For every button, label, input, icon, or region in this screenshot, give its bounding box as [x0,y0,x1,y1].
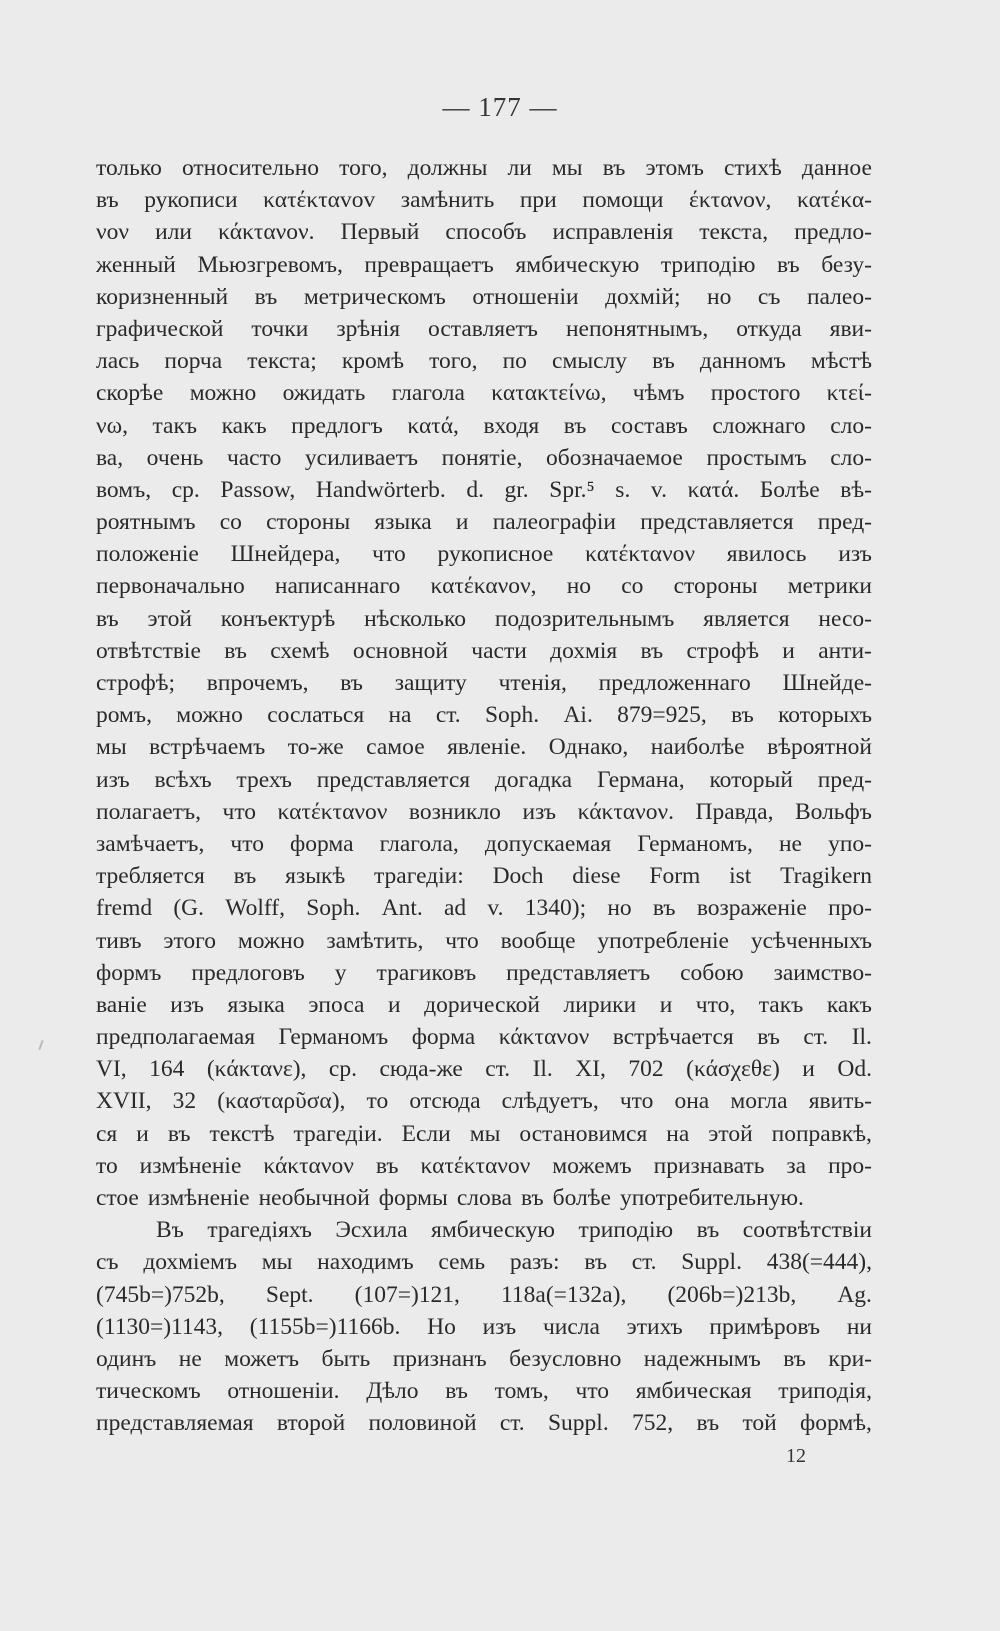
printer-signature-mark: 12 [786,1445,806,1467]
text-line: νω, такъ какъ предлогъ κατά, входя въ составъ сложнаго сло- [96,412,872,439]
text-line: отвѣтствіе въ схемѣ основной части дохмія въ строфѣ и анти- [96,637,872,664]
text-line: то измѣненіе κάκτανον въ κατέκτανον можемъ признавать за про- [96,1152,872,1179]
text-line: ва, очень часто усиливаетъ понятіе, обозначаемое простымъ сло- [96,444,872,471]
text-line: Въ трагедіяхъ Эсхила ямбическую триподію въ соотвѣтствіи [156,1217,872,1244]
text-line: положеніе Шнейдера, что рукописное κατέκτανον явилось изъ [96,541,872,568]
text-line: предполагаемая Германомъ форма κάκτανον встрѣчается въ ст. Il. [96,1024,872,1051]
text-line: ваніе изъ языка эпоса и дорической лирики и что, такъ какъ [96,991,872,1018]
text-line: графической точки зрѣнія оставляетъ непонятнымъ, откуда яви- [96,315,872,342]
text-line: тическомъ отношеніи. Дѣло въ томъ, что ямбическая триподія, [96,1378,872,1405]
text-line: требляется въ языкѣ трагедіи: Doch diese Form ist Tragikern [96,863,872,890]
text-line: женный Мьюзгревомъ, превращаетъ ямбическую триподію въ безу- [96,251,872,278]
text-line: VI, 164 (κάκτανε), ср. сюда-же ст. Il. XI, 702 (κάσχεθε) и Od. [96,1056,872,1083]
page-number: — 177 — [442,92,558,122]
text-line: представляемая второй половиной ст. Suppl. 752, въ той формѣ, [96,1410,872,1437]
text-line: (745b=)752b, Sept. (107=)121, 118a(=132a), (206b=)213b, Ag. [96,1281,872,1308]
text-line: скорѣе можно ожидать глагола κατακτείνω, чѣмъ простого κτεί- [96,380,872,407]
text-line: одинъ не можетъ быть признанъ безусловно надежнымъ въ кри- [96,1345,872,1372]
text-line: fremd (G. Wolff, Soph. Ant. ad v. 1340); но въ возраженіе про- [96,895,872,922]
text-line: νον или κάκτανον. Первый способъ исправленія текста, предло- [96,219,872,246]
text-line: стое измѣненіе необычной формы слова въ болѣе употребительную. [96,1185,804,1211]
text-line: ромъ, можно сослаться на ст. Soph. Ai. 879=925, въ которыхъ [96,702,872,729]
text-line: ся и въ текстѣ трагедіи. Если мы остановимся на этой поправкѣ, [96,1120,872,1147]
text-line: въ этой конъектурѣ нѣсколько подозрительнымъ является несо- [96,605,872,632]
text-line: полагаетъ, что κατέκτανον возникло изъ κάκτανον. Правда, Вольфъ [96,798,872,825]
text-line: вомъ, ср. Passow, Handwörterb. d. gr. Spr.⁵ s. v. κατά. Болѣе вѣ- [96,476,872,503]
text-line: въ рукописи κατέκταvov замѣнить при помощи έκτανον, κατέκα- [96,187,872,214]
text-line: съ дохміемъ мы находимъ семь разъ: въ ст. Suppl. 438(=444), [96,1249,872,1276]
text-line: замѣчаетъ, что форма глагола, допускаемая Германомъ, не упо- [96,830,872,857]
margin-speck [38,1040,43,1050]
text-line: только относительно того, должны ли мы въ этомъ стихѣ данное [96,155,872,181]
text-line: (1130=)1143, (1155b=)1166b. Но изъ числа этихъ примѣровъ ни [96,1313,872,1340]
text-line: XVII, 32 (κασταρῦσα), то отсюда слѣдуетъ, что она могла явить- [96,1088,872,1115]
text-line: тивъ этого можно замѣтить, что вообще употребленіе усѣченныхъ [96,927,872,954]
text-line: коризненный въ метрическомъ отношеніи дохмій; но съ палео- [96,283,872,310]
text-line: первоначально написаннаго κατέκανον, но со стороны метрики [96,573,872,600]
text-line: мы встрѣчаемъ то-же самое явленіе. Однако, наиболѣе вѣроятной [96,734,872,761]
text-line: изъ всѣхъ трехъ представляется догадка Германа, который пред- [96,766,872,793]
body-text [96,152,872,1440]
text-line: лась порча текста; кромѣ того, по смыслу въ данномъ мѣстѣ [96,348,872,375]
text-line: формъ предлоговъ у трагиковъ представляетъ собою заимство- [96,959,872,986]
text-line: строфѣ; впрочемъ, въ защиту чтенія, предложеннаго Шнейде- [96,670,872,696]
text-line: роятнымъ со стороны языка и палеографіи представляется пред- [96,509,872,536]
